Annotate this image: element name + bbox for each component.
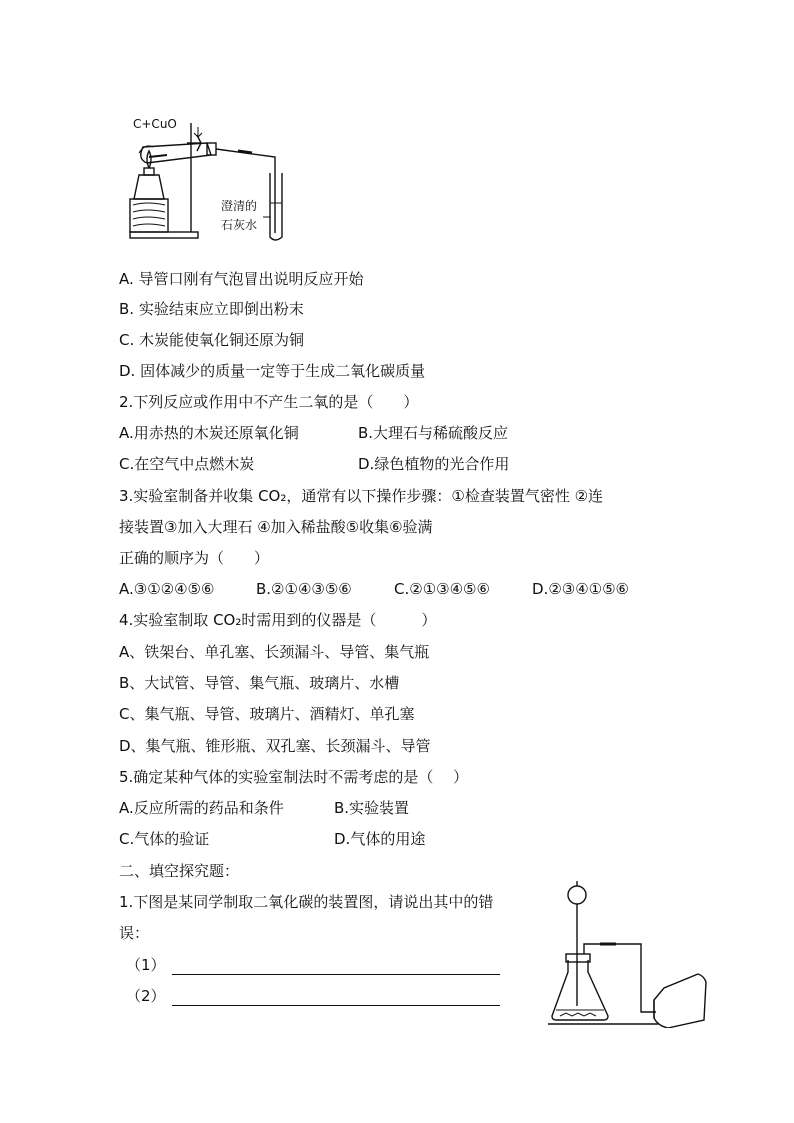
q2-option-d: D.绿色植物的光合作用: [358, 455, 510, 473]
q2-option-c: C.在空气中点燃木炭: [119, 455, 255, 473]
section2-q1-line2: 误：: [119, 924, 150, 942]
q4-option-c: C、集气瓶、导管、玻璃片、酒精灯、单孔塞: [119, 705, 415, 723]
q2-stem: 2.下列反应或作用中不产生二氧的是（ ）: [119, 393, 419, 411]
answer-row-2: [126, 986, 500, 1006]
q4-option-d: D、集气瓶、锥形瓶、双孔塞、长颈漏斗、导管: [119, 737, 431, 755]
q1-option-b: B. 实验结束应立即倒出粉末: [119, 300, 304, 318]
q3-option-d: D.②③④①⑤⑥: [532, 580, 630, 598]
q5-option-c: C.气体的验证: [119, 830, 210, 848]
answer-row-1: [126, 955, 500, 975]
section2-title: 二、填空探究题：: [119, 862, 240, 880]
q3-option-a: A.③①②④⑤⑥: [119, 580, 215, 598]
q3-stem-line3: 正确的顺序为（ ）: [119, 549, 270, 567]
q3-option-b: B.②①④③⑤⑥: [256, 580, 352, 598]
figure-label-limewater-2: 石灰水: [221, 218, 258, 232]
q3-stem-line2: 接装置③加入大理石 ④加入稀盐酸⑤收集⑥验满: [119, 518, 433, 536]
section2-q1-line1: 1.下图是某同学制取二氧化碳的装置图，请说出其中的错: [119, 893, 494, 911]
q5-option-a: A.反应所需的药品和条件: [119, 799, 284, 817]
figure-label-limewater-1: 澄清的: [221, 199, 258, 213]
apparatus-figure-heating: [125, 113, 300, 245]
q4-stem: 4.实验室制取 CO₂时需用到的仪器是（ ）: [119, 611, 437, 629]
apparatus-figure-co2: [546, 878, 708, 1028]
answer-blank-1[interactable]: [172, 960, 500, 975]
q5-stem: 5.确定某种气体的实验室制法时不需考虑的是（ ）: [119, 768, 469, 786]
q1-option-a: A. 导管口刚有气泡冒出说明反应开始: [119, 270, 364, 288]
q2-option-b: B.大理石与稀硫酸反应: [358, 424, 509, 442]
answer-label-1: （1）: [126, 956, 166, 974]
figure-label-reactants: C+CuO: [133, 117, 177, 131]
q2-option-a: A.用赤热的木炭还原氧化铜: [119, 424, 299, 442]
q4-option-a: A、铁架台、单孔塞、长颈漏斗、导管、集气瓶: [119, 643, 430, 661]
answer-blank-2[interactable]: [172, 991, 500, 1006]
q1-option-d: D. 固体减少的质量一定等于生成二氧化碳质量: [119, 362, 426, 380]
q3-stem-line1: 3.实验室制备并收集 CO₂，通常有以下操作步骤：①检查装置气密性 ②连: [119, 487, 604, 505]
q3-option-c: C.②①③④⑤⑥: [394, 580, 490, 598]
q1-option-c: C. 木炭能使氧化铜还原为铜: [119, 331, 305, 349]
q5-option-d: D.气体的用途: [334, 830, 426, 848]
heating-apparatus-drawing: [125, 113, 300, 245]
co2-apparatus-drawing: [546, 878, 708, 1028]
q4-option-b: B、大试管、导管、集气瓶、玻璃片、水槽: [119, 674, 400, 692]
answer-label-2: （2）: [126, 987, 166, 1005]
q5-option-b: B.实验装置: [334, 799, 410, 817]
